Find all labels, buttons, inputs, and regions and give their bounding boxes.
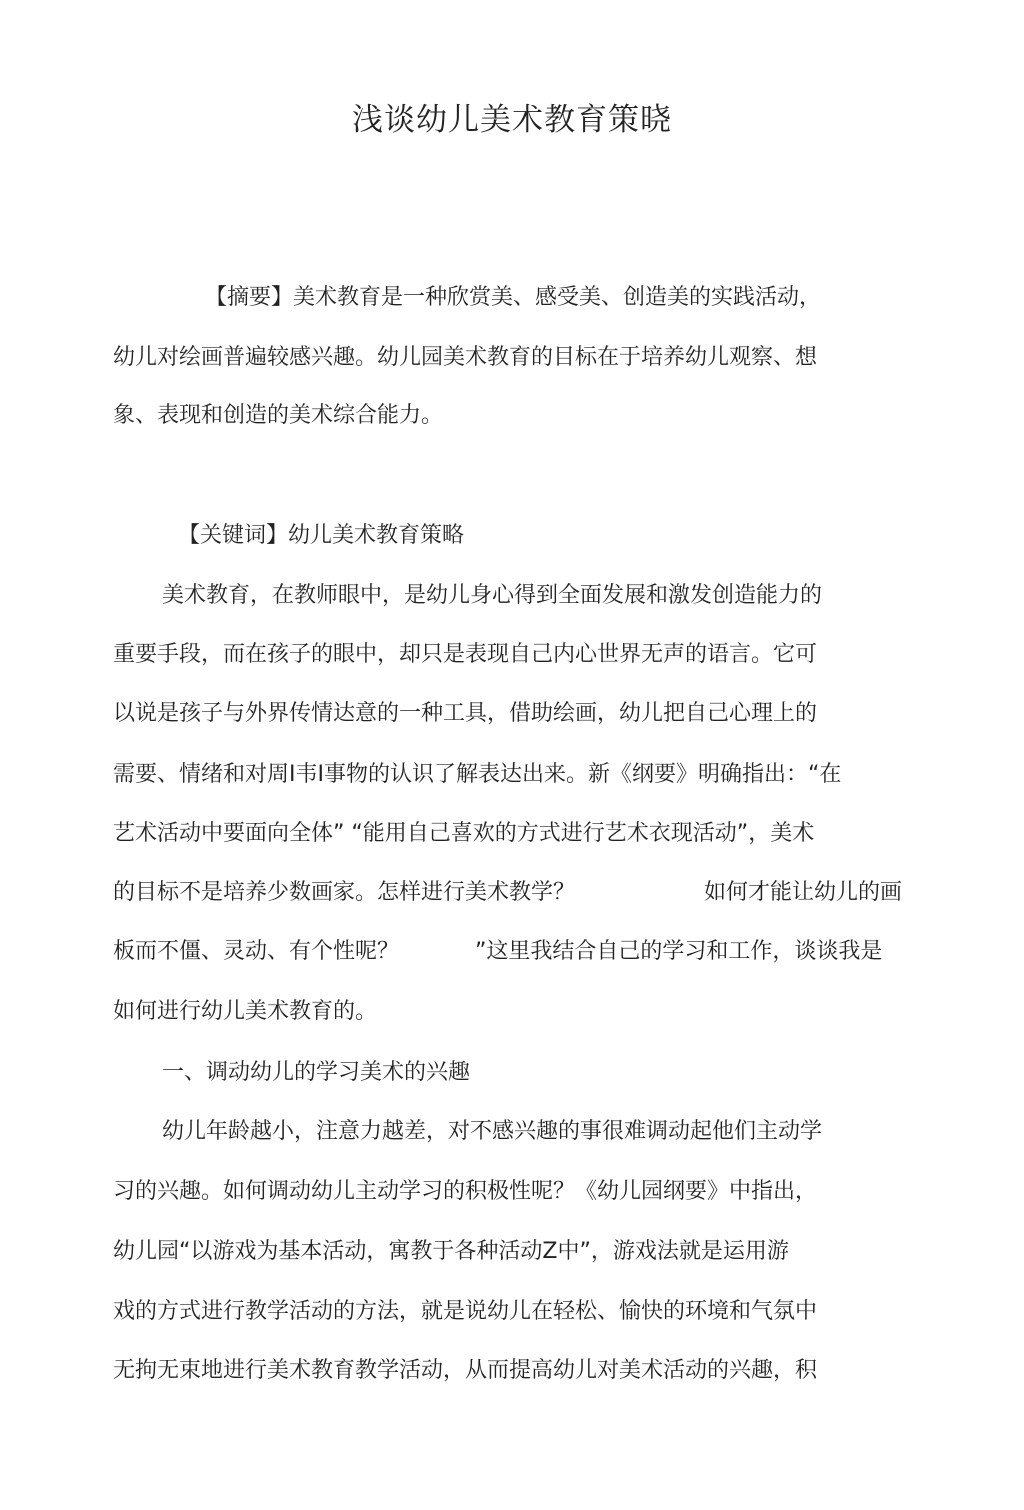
paragraph-line: 以说是孩子与外界传情达意的一种工具，借助绘画，幼儿把自己心理上的 <box>113 701 818 726</box>
abstract-line: 幼儿对绘画普遍较感兴趣。幼儿园美术教育的目标在于培养幼儿观察、想 <box>113 345 818 370</box>
page-title: 浅谈幼儿美术教育策晓 <box>352 102 672 138</box>
paragraph-line: 无拘无束地进行美术教育教学活动，从而提高幼儿对美术活动的兴趣，积 <box>113 1358 818 1383</box>
section-heading: 一、调动幼儿的学习美术的兴趣 <box>162 1060 471 1085</box>
paragraph-line: 幼儿年龄越小，注意力越差，对不感兴趣的事很难调动起他们主动学 <box>162 1119 823 1144</box>
paragraph-line-continued: ”这里我结合自己的学习和工作，谈谈我是 <box>475 939 883 964</box>
abstract-line: 【摘要】美术教育是一种欣赏美、感受美、创造美的实践活动， <box>205 285 822 310</box>
paragraph-line: 幼儿园“以游戏为基本活动，寓教于各种活动Z中”，游戏法就是运用游 <box>113 1239 789 1264</box>
paragraph-line: 如何进行幼儿美术教育的。 <box>113 999 378 1024</box>
abstract-line: 象、表现和创造的美术综合能力。 <box>113 403 444 428</box>
paragraph-line: 习的兴趣。如何调动幼儿主动学习的积极性呢？《幼儿园纲要》中指出， <box>113 1179 818 1204</box>
paragraph-line: 重要手段，而在孩子的眼中，却只是表现自己内心世界无声的语言。它可 <box>113 642 818 667</box>
paragraph-line-continued: 如何才能让幼儿的画 <box>704 880 903 905</box>
paragraph-line: 戏的方式进行教学活动的方法，就是说幼儿在轻松、愉快的环境和气氛中 <box>113 1299 818 1324</box>
paragraph-line: 的目标不是培养少数画家。怎样进行美术教学？ <box>113 880 576 905</box>
keywords-line: 【关键词】幼儿美术教育策略 <box>178 523 465 548</box>
paragraph-line: 艺术活动中要面向全体” “能用自己喜欢的方式进行艺术衣现活动”，美术 <box>113 821 815 846</box>
paragraph-line: 美术教育，在教师眼中，是幼儿身心得到全面发展和激发创造能力的 <box>162 583 823 608</box>
paragraph-line: 板而不僵、灵动、有个性呢？ <box>113 939 400 964</box>
paragraph-line: 需要、情绪和对周I韦I事物的认识了解表达出来。新《纲要》明确指出：“在 <box>113 762 842 787</box>
